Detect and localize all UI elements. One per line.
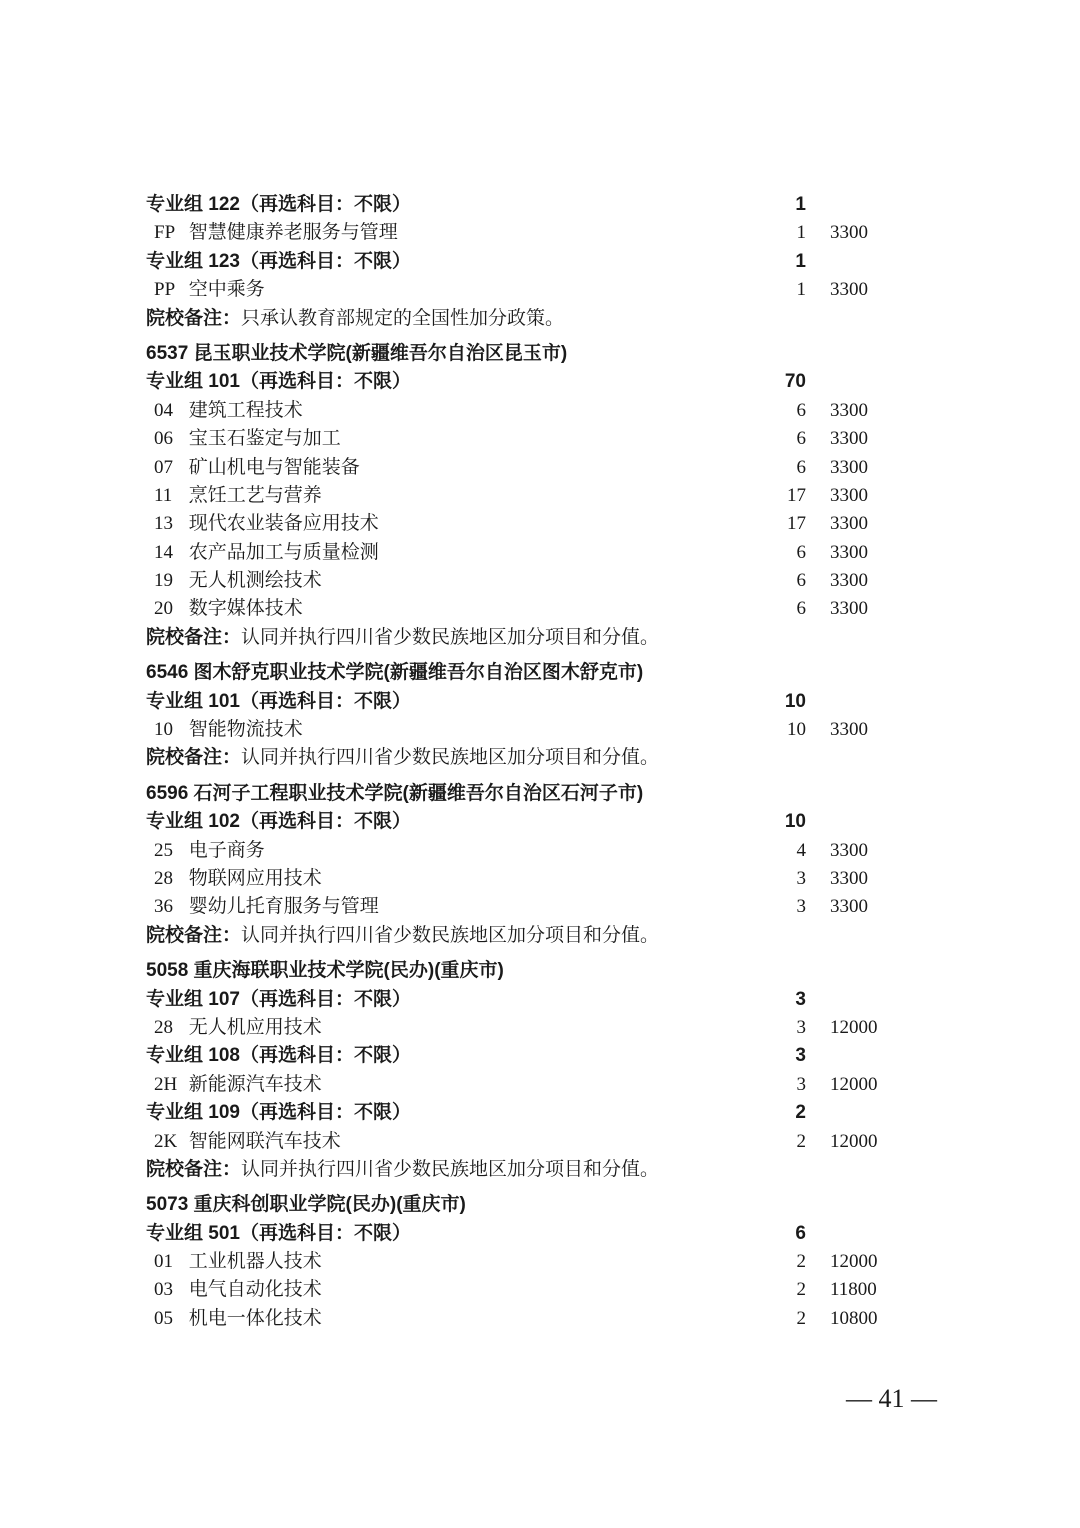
major-group-label: 专业组 101（再选科目：不限） [146,371,411,393]
major-code: 06 [154,428,173,450]
major-code: 19 [154,570,173,592]
remark-label: 院校备注： [146,924,242,946]
major-cell [154,482,322,510]
major-group-label: 专业组 102（再选科目：不限） [146,811,411,833]
major-plan-count: 4 [796,839,806,861]
tuition-fee: 12000 [830,1251,878,1273]
major-plan-count: 2 [796,1251,806,1273]
tuition-fee: 3300 [830,399,868,421]
tuition-fee: 3300 [830,570,868,592]
major-group-row [0,248,1080,276]
major-code: 03 [154,1279,173,1301]
tuition-fee: 12000 [830,1016,878,1038]
major-name: 农产品加工与质量检测 [188,541,379,563]
major-code: FP [154,222,176,244]
major-plan-count: 10 [787,719,806,741]
school-heading [0,957,1080,985]
major-cell [154,1014,322,1042]
major-name: 智慧健康养老服务与管理 [188,222,398,244]
major-code: 2H [154,1073,178,1095]
remark-text-wrap [146,1156,659,1184]
school-heading [0,1191,1080,1219]
major-row [0,1128,1080,1156]
major-name: 电子商务 [188,839,265,861]
major-group-label: 专业组 122（再选科目：不限） [146,194,411,215]
major-cell [154,219,398,247]
major-row [0,567,1080,595]
major-name: 物联网应用技术 [188,867,322,889]
major-cell [154,510,379,538]
major-group-row [0,688,1080,716]
tuition-fee: 3300 [830,279,868,301]
major-row [0,454,1080,482]
major-row [0,1305,1080,1333]
major-row [0,510,1080,538]
tuition-fee: 3300 [830,839,868,861]
remark-label: 院校备注： [146,626,242,648]
major-plan-count: 2 [796,1279,806,1301]
major-group-row [0,1042,1080,1070]
major-name: 电气自动化技术 [188,1279,322,1301]
major-name: 无人机测绘技术 [188,570,322,592]
major-cell [154,1071,322,1099]
document-body [0,191,1080,1333]
major-row [0,276,1080,304]
major-plan-count: 1 [796,279,806,301]
major-group-label: 专业组 123（再选科目：不限） [146,250,411,272]
major-group-row [0,808,1080,836]
major-row [0,397,1080,425]
major-plan-count: 6 [796,399,806,421]
major-row [0,893,1080,921]
major-cell [154,1276,322,1304]
major-group-label: 专业组 107（再选科目：不限） [146,988,411,1010]
major-plan-count: 3 [796,1073,806,1095]
school-remark [0,305,1080,333]
major-code: 11 [154,484,173,506]
school-remark [0,744,1080,772]
major-code: 07 [154,456,173,478]
major-name: 数字媒体技术 [188,598,303,620]
tuition-fee: 3300 [830,541,868,563]
major-plan-count: 3 [796,1016,806,1038]
tuition-fee: 3300 [830,484,868,506]
major-code: 28 [154,867,173,889]
major-cell [154,454,360,482]
tuition-fee: 10800 [830,1307,878,1329]
tuition-fee: 3300 [830,222,868,244]
major-code: 20 [154,598,173,620]
remark-label: 院校备注： [146,307,242,329]
group-plan-count: 3 [795,1045,806,1067]
group-plan-count: 1 [795,250,806,272]
remark-text-wrap [146,305,564,333]
major-name: 新能源汽车技术 [188,1073,322,1095]
remark-text: 认同并执行四川省少数民族地区加分项目和分值。 [241,924,660,946]
major-cell [154,1128,341,1156]
remark-text: 认同并执行四川省少数民族地区加分项目和分值。 [241,747,660,769]
major-group-label: 专业组 108（再选科目：不限） [146,1045,411,1067]
major-cell [154,539,379,567]
school-name: 6596 石河子工程职业技术学院(新疆维吾尔自治区石河子市) [146,782,644,804]
major-cell [154,1248,322,1276]
major-name: 建筑工程技术 [188,399,303,421]
tuition-fee: 12000 [830,1130,878,1152]
major-name: 智能网联汽车技术 [188,1130,341,1152]
tuition-fee: 3300 [830,513,868,535]
major-name: 工业机器人技术 [188,1251,322,1273]
major-group-label: 专业组 101（再选科目：不限） [146,690,411,712]
group-plan-count: 70 [784,371,806,393]
major-row [0,837,1080,865]
major-plan-count: 6 [796,428,806,450]
major-row [0,425,1080,453]
major-name: 空中乘务 [188,279,265,301]
major-name: 婴幼儿托育服务与管理 [188,896,379,918]
major-group-row [0,986,1080,1014]
tuition-fee: 3300 [830,896,868,918]
major-group-label: 专业组 109（再选科目：不限） [146,1102,411,1124]
group-plan-count: 1 [795,194,806,215]
school-name: 5058 重庆海联职业技术学院(民办)(重庆市) [146,960,504,982]
major-group-row [0,1099,1080,1127]
major-code: 28 [154,1016,173,1038]
major-row [0,1276,1080,1304]
major-row [0,595,1080,623]
school-name: 6546 图木舒克职业技术学院(新疆维吾尔自治区图木舒克市) [146,662,644,684]
school-remark [0,624,1080,652]
major-plan-count: 17 [787,484,806,506]
major-plan-count: 3 [796,896,806,918]
tuition-fee: 11800 [830,1279,877,1301]
major-code: 05 [154,1307,173,1329]
major-code: 25 [154,839,173,861]
school-name: 5073 重庆科创职业学院(民办)(重庆市) [146,1194,466,1216]
group-plan-count: 10 [784,690,806,712]
remark-text-wrap [146,922,659,950]
tuition-fee: 3300 [830,719,868,741]
major-plan-count: 6 [796,456,806,478]
tuition-fee: 3300 [830,867,868,889]
school-remark [0,922,1080,950]
major-code: 04 [154,399,173,421]
tuition-fee: 12000 [830,1073,878,1095]
major-cell [154,567,322,595]
major-name: 烹饪工艺与营养 [188,484,322,506]
major-code: 10 [154,719,173,741]
major-cell [154,1305,322,1333]
major-group-row [0,1220,1080,1248]
major-row [0,865,1080,893]
group-plan-count: 2 [795,1102,806,1124]
tuition-fee: 3300 [830,456,868,478]
group-plan-count: 10 [784,811,806,833]
major-plan-count: 6 [796,570,806,592]
major-name: 矿山机电与智能装备 [188,456,360,478]
tuition-fee: 3300 [830,598,868,620]
major-plan-count: 1 [796,222,806,244]
major-row [0,219,1080,247]
major-code: 2K [154,1130,178,1152]
major-code: 13 [154,513,173,535]
major-cell [154,716,303,744]
group-plan-count: 3 [795,988,806,1010]
major-cell [154,276,265,304]
major-row [0,539,1080,567]
remark-label: 院校备注： [146,1158,242,1180]
school-heading [0,659,1080,687]
school-remark [0,1156,1080,1184]
major-name: 机电一体化技术 [188,1307,322,1329]
major-row [0,1014,1080,1042]
major-code: PP [154,279,176,301]
major-plan-count: 6 [796,598,806,620]
remark-text: 认同并执行四川省少数民族地区加分项目和分值。 [241,1158,660,1180]
school-heading [0,780,1080,808]
school-name: 6537 昆玉职业技术学院(新疆维吾尔自治区昆玉市) [146,342,568,364]
school-heading [0,340,1080,368]
major-cell [154,595,303,623]
tuition-fee: 3300 [830,428,868,450]
remark-label: 院校备注： [146,747,242,769]
major-row [0,482,1080,510]
major-cell [154,893,379,921]
major-plan-count: 2 [796,1307,806,1329]
major-cell [154,397,303,425]
major-row [0,716,1080,744]
major-name: 宝玉石鉴定与加工 [188,428,341,450]
major-row [0,1248,1080,1276]
major-row [0,1071,1080,1099]
major-name: 无人机应用技术 [188,1016,322,1038]
page-number: — 41 — [846,1384,937,1413]
major-plan-count: 17 [787,513,806,535]
major-plan-count: 2 [796,1130,806,1152]
major-plan-count: 3 [796,867,806,889]
major-cell [154,865,322,893]
major-code: 36 [154,896,173,918]
major-group-row [0,368,1080,396]
major-name: 现代农业装备应用技术 [188,513,379,535]
major-cell [154,425,341,453]
major-group-label: 专业组 501（再选科目：不限） [146,1222,411,1244]
major-code: 14 [154,541,173,563]
major-cell [154,837,265,865]
remark-text-wrap [146,744,659,772]
major-code: 01 [154,1251,173,1273]
remark-text: 只承认教育部规定的全国性加分政策。 [241,307,565,329]
major-plan-count: 6 [796,541,806,563]
remark-text: 认同并执行四川省少数民族地区加分项目和分值。 [241,626,660,648]
group-plan-count: 6 [795,1222,806,1244]
remark-text-wrap [146,624,659,652]
major-group-row [0,191,1080,219]
major-name: 智能物流技术 [188,719,303,741]
